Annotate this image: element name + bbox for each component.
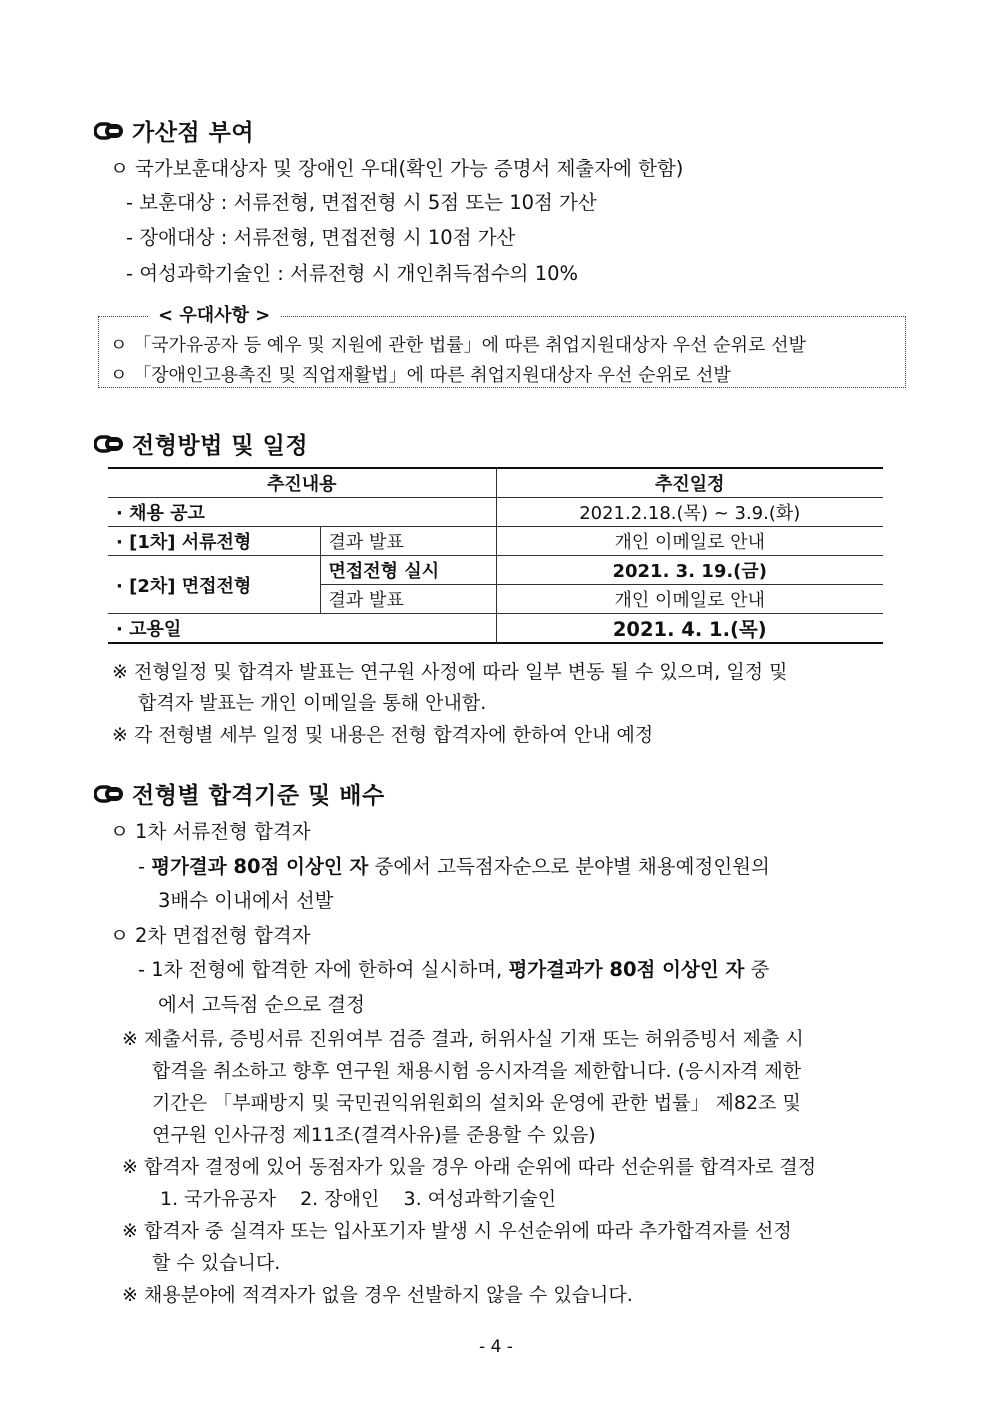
link-icon xyxy=(94,121,124,141)
bonus-main: ㅇ 국가보훈대상자 및 장애인 우대(확인 가능 증명서 제출자에 한함) xyxy=(110,157,684,180)
row-sub: 결과 발표 xyxy=(320,527,496,556)
preference-box-title: < 우대사항 > xyxy=(148,301,280,327)
criteria-note: 합격을 취소하고 향후 연구원 채용시험 응시자격을 제한합니다. (응시자격 제한 xyxy=(152,1060,802,1082)
bonus-item: - 보훈대상 : 서류전형, 면접전형 시 5점 또는 10점 가산 xyxy=(126,191,597,214)
row-label: · [1차] 서류전형 xyxy=(108,527,320,556)
criteria-note: 할 수 있습니다. xyxy=(152,1252,281,1274)
criteria-note: ※ 합격자 결정에 있어 동점자가 있을 경우 아래 순위에 따라 선순위를 합격자로 결정 xyxy=(122,1156,817,1178)
row-label: · 고용일 xyxy=(108,614,496,644)
row-date: 개인 이메일로 안내 xyxy=(496,527,883,556)
criteria-second-detail-cont: 에서 고득점 순으로 결정 xyxy=(158,993,365,1016)
table-header-row xyxy=(108,468,883,498)
row-date: 개인 이메일로 안내 xyxy=(496,585,883,614)
section-title-criteria: 전형별 합격기준 및 배수 xyxy=(132,783,385,809)
table-header: 추진일정 xyxy=(496,468,883,498)
criteria-first-detail: - 평가결과 80점 이상인 자 중에서 고득점자순으로 분야별 채용예정인원의 xyxy=(138,855,770,878)
preference-line: ㅇ 「장애인고용촉진 및 직업재활법」에 따른 취업지원대상자 우선 순위로 선발 xyxy=(110,365,731,386)
table-row xyxy=(108,556,883,585)
criteria-note: ※ 제출서류, 증빙서류 진위여부 검증 결과, 허위사실 기재 또는 허위증빙서 제출 시 xyxy=(122,1028,804,1050)
bonus-item: - 장애대상 : 서류전형, 면접전형 시 10점 가산 xyxy=(126,226,516,249)
row-sub: 면접전형 실시 xyxy=(320,556,496,585)
section-title-schedule: 전형방법 및 일정 xyxy=(132,433,309,459)
criteria-second-detail: - 1차 전형에 합격한 자에 한하여 실시하며, 평가결과가 80점 이상인 자 중 xyxy=(138,958,770,981)
page-number: - 4 - xyxy=(479,1337,513,1357)
schedule-note: ※ 전형일정 및 합격자 발표는 연구원 사정에 따라 일부 변동 될 수 있으며, 일정 및 xyxy=(112,661,788,683)
row-label: · [2차] 면접전형 xyxy=(108,556,320,614)
table-row xyxy=(108,498,883,527)
table-row xyxy=(108,527,883,556)
section-title-bonus: 가산점 부여 xyxy=(132,120,255,146)
row-label: · 채용 공고 xyxy=(108,498,496,527)
criteria-note: 연구원 인사규정 제11조(결격사유)를 준용할 수 있음) xyxy=(152,1124,596,1146)
criteria-note: ※ 합격자 중 실격자 또는 입사포기자 발생 시 우선순위에 따라 추가합격자를 선정 xyxy=(122,1220,792,1242)
row-date: 2021. 4. 1.(목) xyxy=(496,614,883,644)
criteria-first: ㅇ 1차 서류전형 합격자 xyxy=(110,820,311,843)
row-date: 2021.2.18.(목) ~ 3.9.(화) xyxy=(496,498,883,527)
criteria-note-order: 1. 국가유공자 2. 장애인 3. 여성과학기술인 xyxy=(160,1188,557,1210)
link-icon xyxy=(94,434,124,454)
criteria-note: ※ 채용분야에 적격자가 없을 경우 선발하지 않을 수 있습니다. xyxy=(122,1284,633,1306)
schedule-note: ※ 각 전형별 세부 일정 및 내용은 전형 합격자에 한하여 안내 예정 xyxy=(112,724,654,746)
bonus-item: - 여성과학기술인 : 서류전형 시 개인취득점수의 10% xyxy=(126,262,579,285)
preference-line: ㅇ 「국가유공자 등 예우 및 지원에 관한 법률」에 따른 취업지원대상자 우선 순위로 선발 xyxy=(110,335,806,356)
criteria-note: 기간은 「부패방지 및 국민권익위원회의 설치와 운영에 관한 법률」 제82조 및 xyxy=(152,1092,801,1114)
schedule-note: 합격자 발표는 개인 이메일을 통해 안내함. xyxy=(138,692,487,714)
criteria-first-detail-cont: 3배수 이내에서 선발 xyxy=(158,889,334,912)
row-sub: 결과 발표 xyxy=(320,585,496,614)
link-icon xyxy=(94,784,124,804)
row-date: 2021. 3. 19.(금) xyxy=(496,556,883,585)
schedule-table xyxy=(108,467,883,644)
table-row xyxy=(108,614,883,644)
table-header: 추진내용 xyxy=(108,468,496,498)
criteria-second: ㅇ 2차 면접전형 합격자 xyxy=(110,924,311,947)
